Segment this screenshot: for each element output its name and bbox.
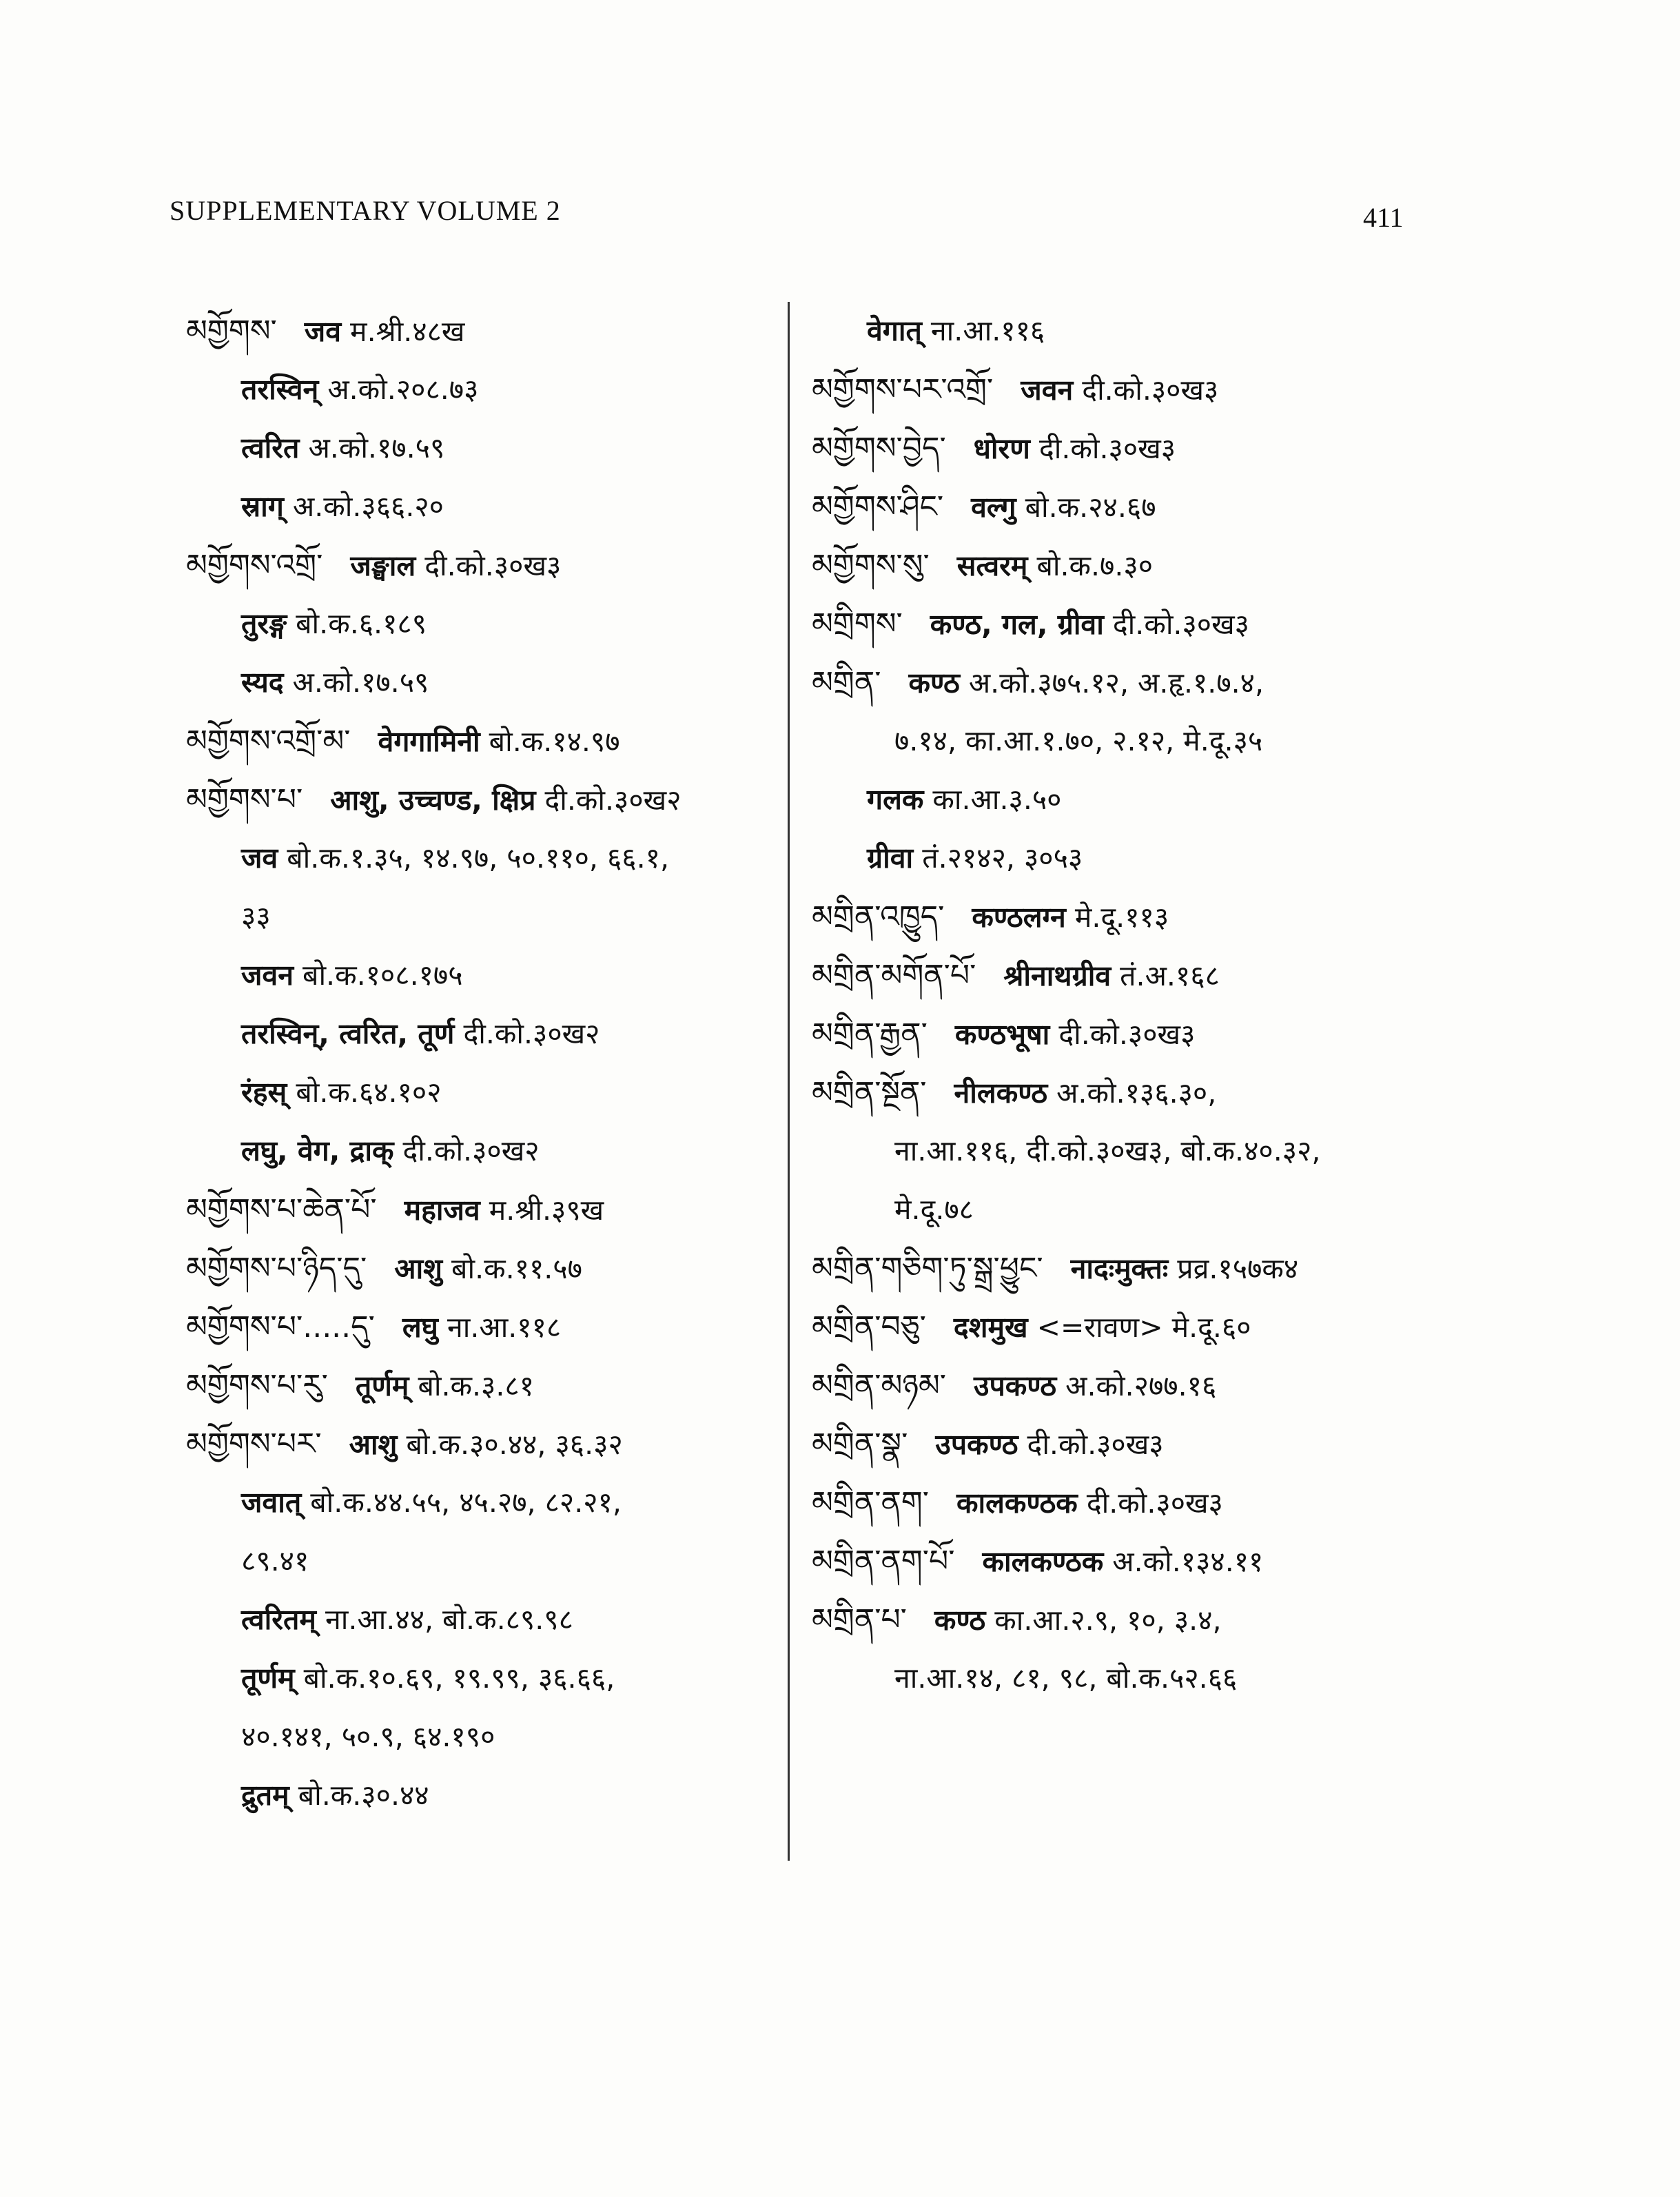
source-reference: ना.आ.११६ bbox=[930, 314, 1045, 347]
source-reference: ७.१४, का.आ.१.७०, २.१२, मे.दू.३५ bbox=[894, 724, 1263, 757]
source-reference: दी.को.३०ख२ bbox=[544, 784, 682, 817]
dictionary-entry bbox=[812, 653, 1446, 712]
dictionary-entry bbox=[186, 1298, 779, 1356]
sanskrit-term: श्रीनाथग्रीव bbox=[1003, 959, 1112, 992]
tibetan-headword: མགྱོགས་འགྲོ་མ་ bbox=[186, 724, 351, 759]
source-reference: ४०.१४१, ५०.९, ६४.१९० bbox=[241, 1720, 495, 1753]
source-reference: का.आ.२.९, १०, ३.४, bbox=[994, 1604, 1222, 1637]
source-reference: बो.क.३०.४४ bbox=[298, 1779, 429, 1812]
source-reference: का.आ.३.५० bbox=[932, 783, 1062, 816]
sanskrit-equivalent bbox=[186, 595, 779, 653]
source-reference: ना.आ.१४, ८१, ९८, बो.क.५२.६६ bbox=[894, 1662, 1238, 1695]
dictionary-entry bbox=[812, 1415, 1446, 1473]
source-reference: दी.को.३०ख३ bbox=[1027, 1428, 1164, 1461]
tibetan-headword: མགྱོགས་ bbox=[186, 314, 277, 349]
sanskrit-equivalent bbox=[186, 419, 779, 478]
sanskrit-term: स्यद bbox=[241, 666, 284, 699]
sanskrit-term: तूर्णम् bbox=[355, 1369, 409, 1402]
tibetan-headword: མགྲིན་ནག་པོ་ bbox=[812, 1544, 955, 1579]
sanskrit-term: दशमुख bbox=[953, 1311, 1028, 1344]
dictionary-entry bbox=[812, 360, 1446, 419]
tibetan-headword: མགྱོགས་པ་ཉིད་དུ་ bbox=[186, 1251, 367, 1286]
source-reference: अ.को.१३६.३०, bbox=[1056, 1076, 1217, 1110]
sanskrit-term: उपकण्ठ bbox=[935, 1428, 1018, 1461]
sanskrit-term: सत्वरम् bbox=[956, 549, 1028, 582]
source-reference: <=रावण> मे.दू.६० bbox=[1036, 1311, 1251, 1344]
sanskrit-term: जव bbox=[241, 841, 278, 875]
sanskrit-term: तूर्णम् bbox=[241, 1662, 295, 1695]
source-reference: तं.अ.१६८ bbox=[1120, 959, 1220, 992]
dictionary-entry bbox=[186, 536, 779, 595]
right-column bbox=[812, 302, 1446, 1708]
tibetan-headword: མགྲིན་མཉམ་ bbox=[812, 1368, 947, 1403]
dictionary-entry bbox=[186, 1356, 779, 1415]
dictionary-entry bbox=[812, 888, 1446, 946]
tibetan-headword: མགྲིན་རྒྱན་ bbox=[812, 1016, 928, 1052]
sanskrit-equivalent bbox=[186, 1649, 779, 1708]
sanskrit-term: त्वरित bbox=[241, 431, 300, 464]
source-reference: मे.दू.७८ bbox=[894, 1193, 974, 1226]
tibetan-headword: མགྱོགས་པ་ bbox=[186, 782, 303, 817]
dictionary-entry bbox=[186, 1239, 779, 1298]
source-reference: ना.आ.११६, दी.को.३०ख३, बो.क.४०.३२, bbox=[894, 1134, 1321, 1167]
source-reference: बो.क.३०.४४, ३६.३२ bbox=[406, 1428, 623, 1461]
dictionary-entry bbox=[186, 770, 779, 829]
dictionary-entry bbox=[812, 1356, 1446, 1415]
source-reference: अ.को.१७.५९ bbox=[308, 431, 445, 464]
dictionary-entry bbox=[186, 712, 779, 770]
source-reference: बो.क.१४.९७ bbox=[489, 725, 620, 758]
sanskrit-term: जङ्घाल bbox=[350, 549, 416, 582]
sanskrit-equivalent bbox=[186, 478, 779, 536]
source-reference: म.श्री.४८ख bbox=[350, 315, 465, 348]
sanskrit-term: त्वरितम् bbox=[241, 1603, 316, 1636]
left-column bbox=[186, 302, 779, 1825]
tibetan-headword: མགྱོགས་པར་འགྲོ་ bbox=[812, 372, 994, 407]
dictionary-entry bbox=[812, 1591, 1446, 1649]
sanskrit-term: जवन bbox=[241, 959, 294, 992]
tibetan-headword: མགྲིགས་ bbox=[812, 606, 903, 642]
source-reference: बो.क.६.१८९ bbox=[296, 607, 427, 640]
dictionary-entry bbox=[186, 302, 779, 360]
sanskrit-term: तरस्विन्, त्वरित, तूर्ण bbox=[241, 1017, 455, 1050]
sanskrit-equivalent bbox=[186, 946, 779, 1005]
sanskrit-term: कण्ठलग्न bbox=[972, 901, 1066, 934]
source-reference: दी.को.३०ख३ bbox=[1082, 374, 1219, 407]
sanskrit-term: कण्ठ bbox=[908, 666, 960, 699]
sanskrit-term: जवात् bbox=[241, 1486, 302, 1519]
sanskrit-term: कण्ठ, गल, ग्रीवा bbox=[930, 608, 1104, 641]
source-reference: अ.को.३६६.२० bbox=[292, 490, 444, 523]
dictionary-entry bbox=[812, 1005, 1446, 1063]
source-reference: दी.को.३०ख३ bbox=[424, 549, 562, 582]
running-head: SUPPLEMENTARY VOLUME 2 bbox=[170, 195, 561, 226]
source-reference: ८९.४१ bbox=[241, 1544, 309, 1577]
dictionary-entry bbox=[812, 1532, 1446, 1591]
sanskrit-term: गलक bbox=[867, 783, 924, 816]
sanskrit-equivalent bbox=[812, 829, 1446, 888]
tibetan-headword: མགྲིན་འཁྱུད་ bbox=[812, 899, 945, 934]
source-reference: बो.क.११.५७ bbox=[451, 1252, 582, 1285]
sanskrit-equivalent bbox=[186, 1122, 779, 1181]
sanskrit-term: तुरङ्ग bbox=[241, 607, 287, 640]
tibetan-headword: མགྲིན་ནག་ bbox=[812, 1485, 930, 1520]
source-reference: दी.को.३०ख३ bbox=[1086, 1486, 1223, 1520]
source-reference: दी.को.३०ख२ bbox=[402, 1134, 540, 1167]
source-reference: ना.आ.११८ bbox=[447, 1311, 562, 1344]
source-reference: बो.क.१०८.१७५ bbox=[303, 959, 463, 992]
source-reference: दी.को.३०ख३ bbox=[1112, 608, 1249, 641]
source-reference: मे.दू.११३ bbox=[1074, 901, 1169, 934]
sanskrit-term: लघु bbox=[402, 1311, 438, 1344]
sanskrit-term: द्रुतम् bbox=[241, 1779, 289, 1812]
sanskrit-term: तरस्विन् bbox=[241, 373, 319, 406]
reference-continuation bbox=[812, 1649, 1446, 1708]
source-reference: अ.को.२०८.७३ bbox=[327, 373, 479, 406]
sanskrit-term: स्राग् bbox=[241, 490, 284, 523]
dictionary-entry bbox=[186, 1415, 779, 1473]
sanskrit-term: कण्ठभूषा bbox=[954, 1018, 1050, 1051]
dictionary-entry bbox=[812, 1239, 1446, 1298]
tibetan-headword: མགྱོགས་ཤིང་ bbox=[812, 489, 944, 524]
tibetan-headword: མགྱོགས་བྱེད་ bbox=[812, 431, 946, 466]
tibetan-headword: མགྱོགས་པར་ bbox=[186, 1427, 322, 1462]
tibetan-headword: མགྲིན་སྣ་ bbox=[812, 1427, 908, 1462]
sanskrit-term: धोरण bbox=[973, 432, 1030, 465]
tibetan-headword: མགྱོགས་སུ་ bbox=[812, 548, 930, 583]
source-reference: अ.को.१७.५९ bbox=[292, 666, 429, 699]
sanskrit-term: आशु, उच्चण्ड, क्षिप्र bbox=[330, 784, 536, 817]
reference-continuation bbox=[812, 1181, 1446, 1239]
source-reference: म.श्री.३९ख bbox=[489, 1194, 604, 1227]
sanskrit-term: जवन bbox=[1021, 374, 1074, 407]
sanskrit-term: आशु bbox=[349, 1428, 398, 1461]
sanskrit-term: वेगगामिनी bbox=[378, 725, 480, 758]
dictionary-entry bbox=[186, 1181, 779, 1239]
tibetan-headword: མགྲིན་བཅུ་ bbox=[812, 1309, 926, 1345]
dictionary-entry bbox=[812, 595, 1446, 653]
tibetan-headword: མགྲིན་མགོན་པོ་ bbox=[812, 958, 976, 993]
page-number: 411 bbox=[1363, 202, 1404, 233]
tibetan-headword: མགྲིན་ bbox=[812, 665, 881, 700]
source-reference: तं.२१४२, ३०५३ bbox=[922, 841, 1083, 875]
source-reference: बो.क.१.३५, १४.९७, ५०.११०, ६६.१, bbox=[287, 841, 670, 875]
sanskrit-term: आशु bbox=[394, 1252, 442, 1285]
tibetan-headword: མགྱོགས་པ་.....དུ་ bbox=[186, 1309, 375, 1345]
dictionary-entry bbox=[812, 419, 1446, 478]
column-divider bbox=[788, 302, 790, 1861]
reference-continuation bbox=[812, 712, 1446, 770]
sanskrit-term: वेगात् bbox=[867, 314, 922, 347]
tibetan-headword: མགྱོགས་པ་རུ་ bbox=[186, 1368, 328, 1403]
sanskrit-term: कण्ठ bbox=[934, 1604, 986, 1637]
sanskrit-equivalent bbox=[186, 653, 779, 712]
dictionary-entry bbox=[812, 1298, 1446, 1356]
dictionary-entry bbox=[812, 946, 1446, 1005]
source-reference: ना.आ.४४, बो.क.८९.९८ bbox=[325, 1603, 573, 1636]
tibetan-headword: མགྱོགས་པ་ཆེན་པོ་ bbox=[186, 1192, 377, 1227]
sanskrit-equivalent bbox=[812, 770, 1446, 829]
dictionary-entry bbox=[812, 1473, 1446, 1532]
sanskrit-term: महाजव bbox=[404, 1194, 480, 1227]
sanskrit-equivalent bbox=[186, 1766, 779, 1825]
source-reference: बो.क.६४.१०२ bbox=[296, 1076, 442, 1109]
sanskrit-term: लघु, वेग, द्राक् bbox=[241, 1134, 394, 1167]
sanskrit-equivalent bbox=[186, 1063, 779, 1122]
source-reference: दी.को.३०ख२ bbox=[463, 1017, 600, 1050]
dictionary-entry bbox=[812, 478, 1446, 536]
tibetan-headword: མགྲིན་སྔོན་ bbox=[812, 1075, 927, 1110]
sanskrit-term: जव bbox=[304, 315, 341, 348]
sanskrit-equivalent bbox=[186, 1591, 779, 1649]
sanskrit-term: नीलकण्ठ bbox=[954, 1076, 1048, 1110]
tibetan-headword: མགྲིན་གཅིག་ཏུ་སྒྲ་ཕྱུང་ bbox=[812, 1251, 1043, 1286]
sanskrit-equivalent bbox=[186, 1473, 779, 1532]
source-reference: ३३ bbox=[241, 900, 271, 933]
sanskrit-term: रंहस् bbox=[241, 1076, 287, 1109]
sanskrit-term: नादःमुक्तः bbox=[1070, 1252, 1169, 1285]
dictionary-entry bbox=[812, 1063, 1446, 1122]
sanskrit-term: ग्रीवा bbox=[867, 841, 914, 875]
sanskrit-term: उपकण्ठ bbox=[974, 1369, 1057, 1402]
source-reference: बो.क.४४.५५, ४५.२७, ८२.२१, bbox=[310, 1486, 622, 1519]
reference-continuation bbox=[812, 1122, 1446, 1181]
source-reference: अ.को.२७७.१६ bbox=[1065, 1369, 1217, 1402]
source-reference: बो.क.२४.६७ bbox=[1025, 491, 1156, 524]
source-reference: दी.को.३०ख३ bbox=[1039, 432, 1176, 465]
source-reference: प्रव्र.१५७क४ bbox=[1177, 1252, 1299, 1285]
sanskrit-term: कालकण्ठक bbox=[982, 1545, 1104, 1578]
tibetan-headword: མགྲིན་པ་ bbox=[812, 1602, 907, 1637]
source-reference: दी.को.३०ख३ bbox=[1058, 1018, 1196, 1051]
tibetan-headword: མགྱོགས་འགྲོ་ bbox=[186, 548, 323, 583]
source-reference: बो.क.३.८१ bbox=[418, 1369, 535, 1402]
reference-continuation bbox=[186, 1708, 779, 1766]
source-reference: अ.को.१३४.११ bbox=[1112, 1545, 1264, 1578]
sanskrit-term: कालकण्ठक bbox=[956, 1486, 1078, 1520]
sanskrit-equivalent bbox=[186, 1005, 779, 1063]
dictionary-entry bbox=[812, 536, 1446, 595]
source-reference: बो.क.७.३० bbox=[1036, 549, 1154, 582]
source-reference: अ.को.३७५.१२, अ.हृ.१.७.४, bbox=[968, 666, 1264, 699]
sanskrit-term: वल्गु bbox=[971, 491, 1016, 524]
reference-continuation bbox=[186, 888, 779, 946]
source-reference: बो.क.१०.६९, १९.९९, ३६.६६, bbox=[303, 1662, 615, 1695]
reference-continuation bbox=[186, 1532, 779, 1591]
sanskrit-equivalent bbox=[812, 302, 1446, 360]
sanskrit-equivalent bbox=[186, 360, 779, 419]
sanskrit-equivalent bbox=[186, 829, 779, 888]
